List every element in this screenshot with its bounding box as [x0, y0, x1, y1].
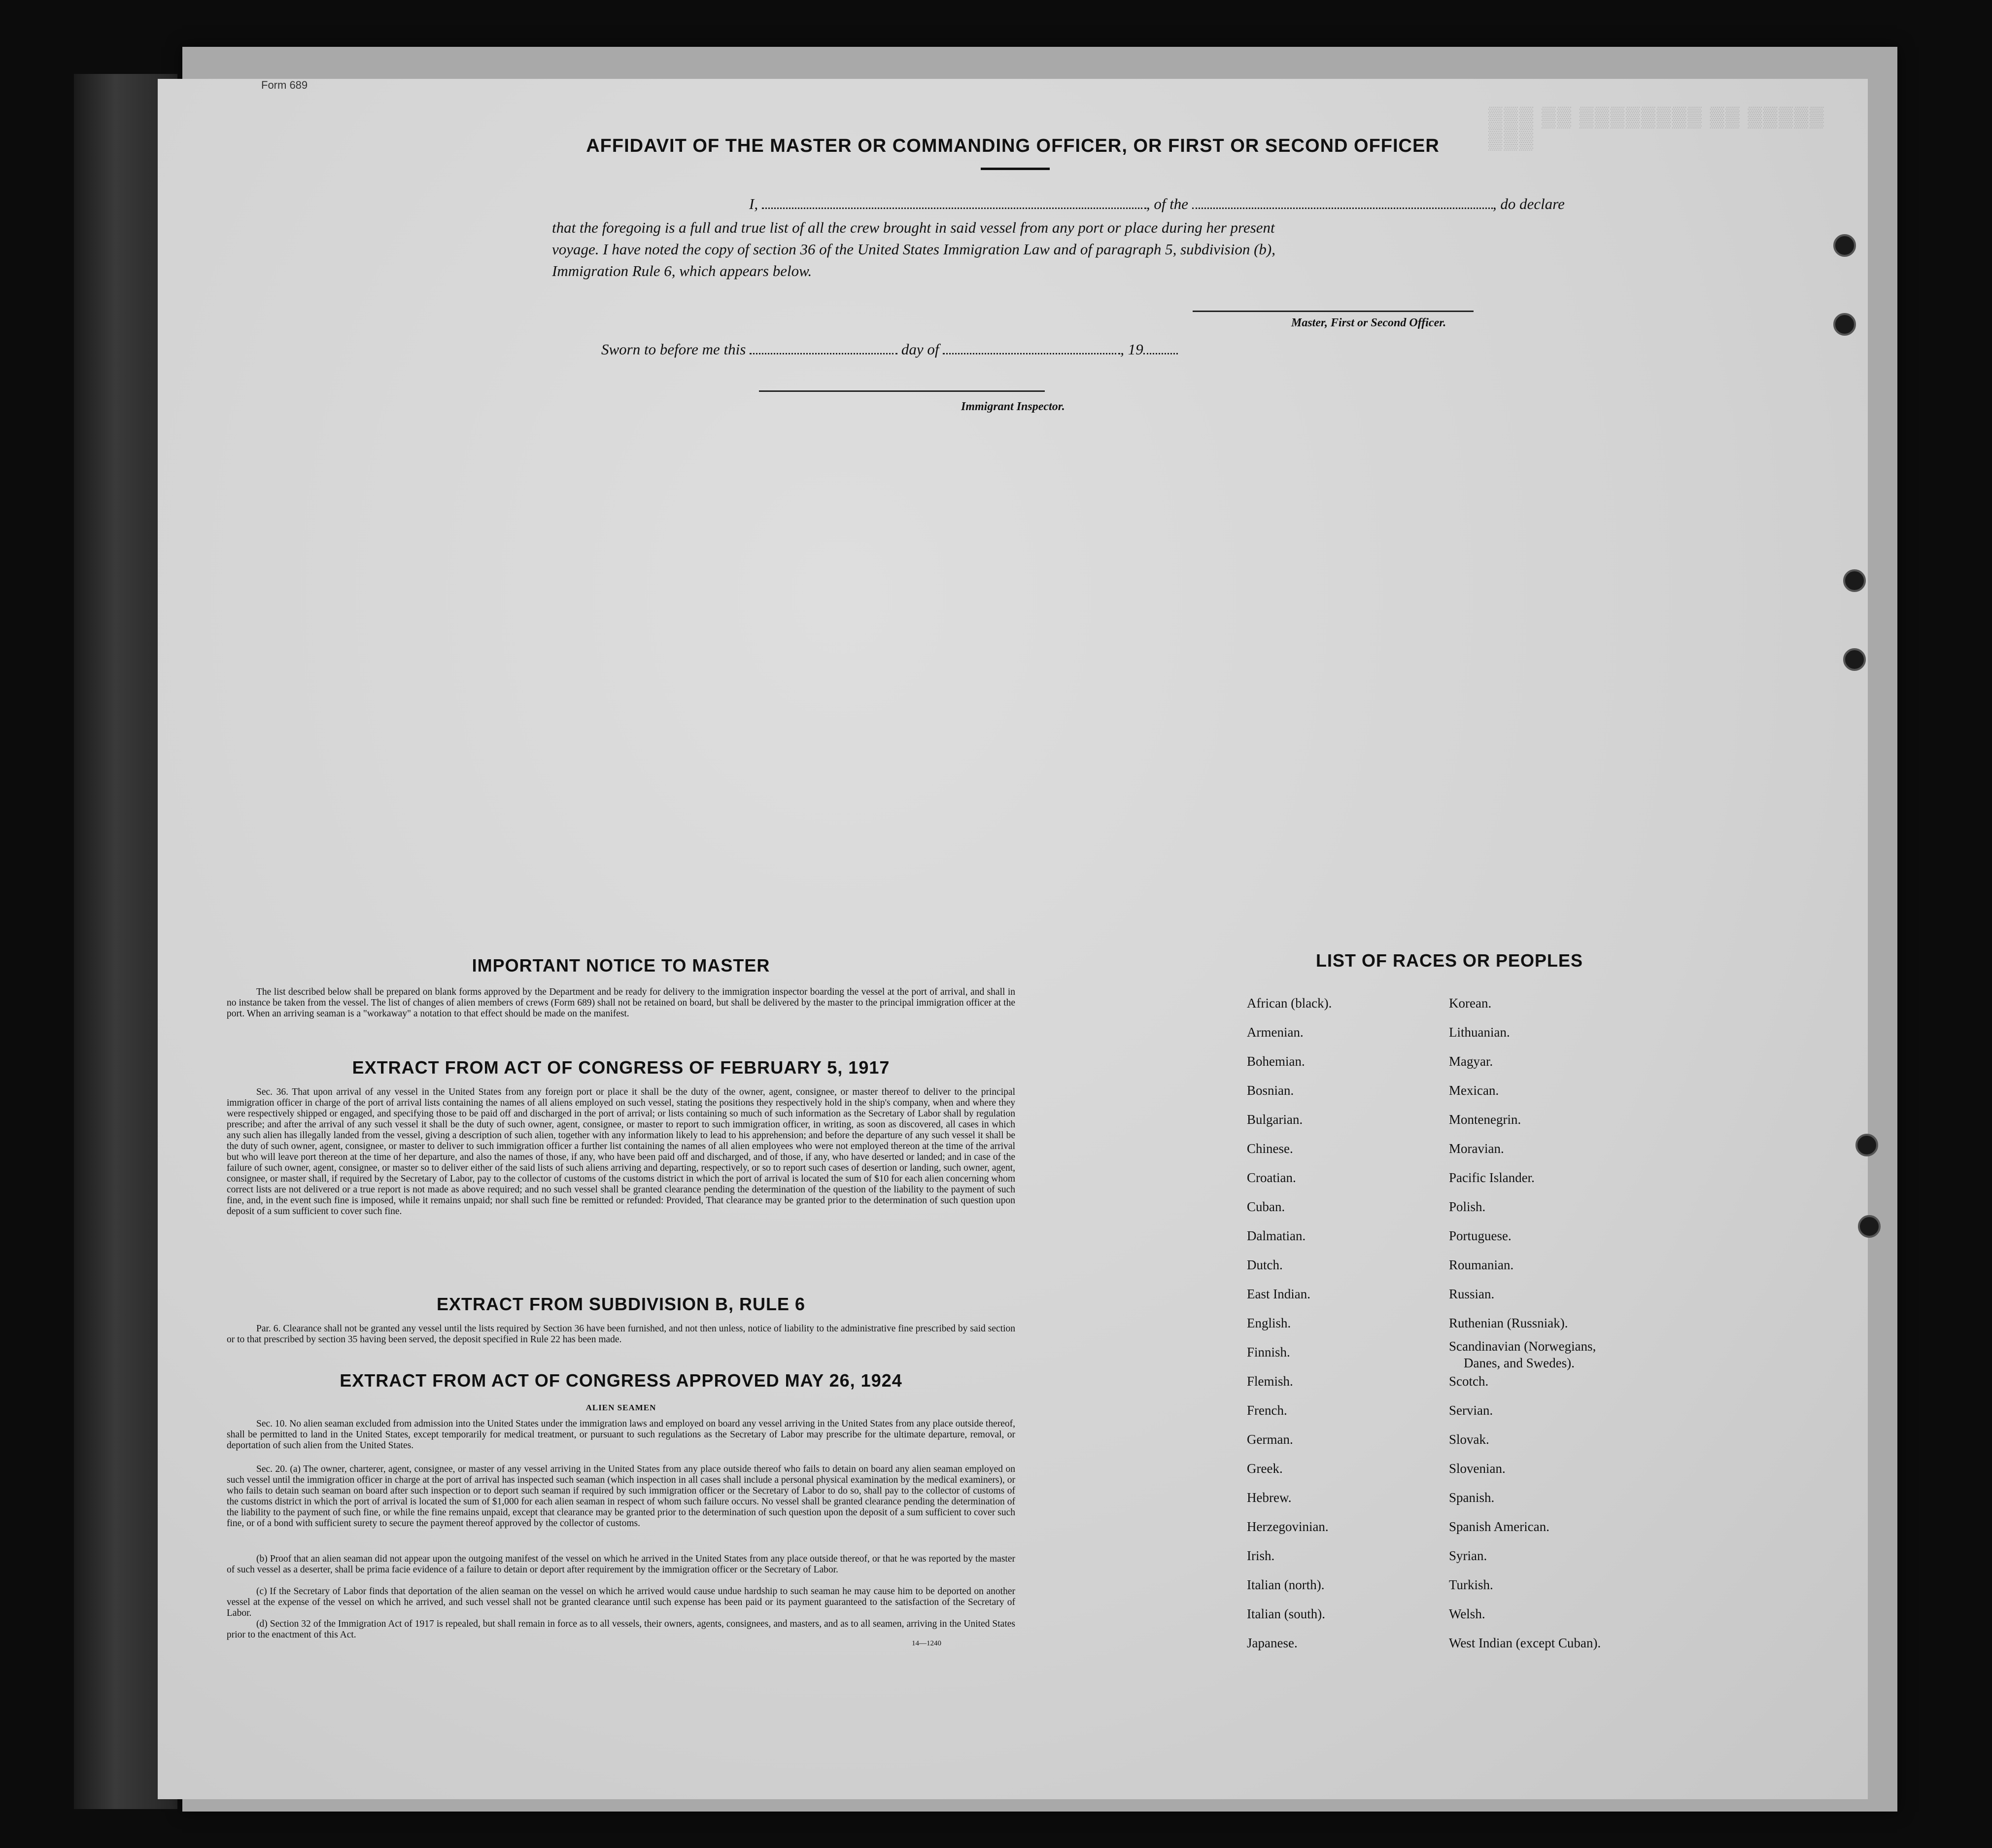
race-left: Flemish.	[1247, 1374, 1293, 1389]
sworn-day-field[interactable]	[750, 338, 897, 354]
extract-1924-sec20b: (b) Proof that an alien seaman did not appear upon the outgoing manifest of the vessel on which he arrived in the United States from any place outside thereof, or that he was reported by the master of such vessel as a deserter, shall be prima facie evidence of a failure to detain or deport after requirement by the immigration officer or the Secretary of Labor.	[227, 1554, 1015, 1575]
race-right: Welsh.	[1449, 1606, 1485, 1621]
extract-1917-title: EXTRACT FROM ACT OF CONGRESS OF FEBRUARY 5, 1917	[352, 1057, 890, 1078]
race-left: East Indian.	[1247, 1287, 1310, 1301]
race-left: Bohemian.	[1247, 1054, 1305, 1069]
race-right: Spanish.	[1449, 1490, 1495, 1505]
sworn-year-field[interactable]	[1143, 338, 1178, 354]
race-right: Lithuanian.	[1449, 1025, 1510, 1040]
race-left: African (black).	[1247, 996, 1332, 1011]
race-left: Dutch.	[1247, 1257, 1283, 1272]
race-right: Russian.	[1449, 1287, 1495, 1301]
affidavit-line-3: voyage. I have noted the copy of section 36 of the United States Immigration Law and of paragraph 5, subdivision (b),	[552, 241, 1275, 258]
race-left: Greek.	[1247, 1461, 1283, 1476]
race-right: Roumanian.	[1449, 1257, 1514, 1272]
notice-text: The list described below shall be prepared on blank forms approved by the Department and be ready for delivery to the immigration inspector boarding the vessel at the port of arrival, and shall in no instance be taken from the vessel. The list of changes of alien members of crews (Form 689) shall not be retained on board, but shall be delivered by the master to the principal immigration officer at the port. When an arriving seaman is a "workaway" a notation to that effect should be made on the manifest.	[227, 987, 1015, 1019]
print-code: 14—1240	[912, 1639, 941, 1647]
bleed-through-text: ▒▒▒ ▒▒ ▒▒▒▒▒▒▒▒ ▒▒ ▒▒▒▒▒ ▒▒▒	[1488, 106, 1825, 150]
races-title: LIST OF RACES OR PEOPLES	[1316, 950, 1583, 971]
title-rule	[981, 168, 1050, 170]
race-right: Spanish American.	[1449, 1519, 1549, 1534]
master-signature-line[interactable]	[1193, 311, 1474, 312]
declarant-name-field[interactable]	[762, 192, 1146, 209]
race-left: Italian (north).	[1247, 1577, 1325, 1592]
punch-hole	[1843, 648, 1866, 671]
punch-hole	[1833, 313, 1856, 336]
sworn-day-of: day of	[901, 341, 939, 358]
race-left: Chinese.	[1247, 1141, 1293, 1156]
punch-hole	[1858, 1215, 1881, 1238]
race-left: English.	[1247, 1316, 1291, 1330]
race-right: Syrian.	[1449, 1548, 1487, 1563]
race-left: German.	[1247, 1432, 1293, 1447]
race-left: French.	[1247, 1403, 1287, 1418]
race-right: Slovak.	[1449, 1432, 1489, 1447]
punch-hole	[1855, 1134, 1878, 1156]
punch-hole	[1833, 234, 1856, 257]
extract-1924-sec20a: Sec. 20. (a) The owner, charterer, agent, consignee, or master of any vessel arriving in the United States from any place outside thereof who fails to detain on board any alien seaman employed on such vessel until the immigration officer in charge at the port of arrival has inspected such seaman (which inspection in all cases shall include a personal physical examination by the medical examiners), or who fails to detain such seaman on board after such inspection or to deport such seaman if required by such immigration officer or the Secretary of Labor to do so, shall pay to the collector of customs of the customs district in which the port of arrival is located the sum of $1,000 for each alien seaman in respect of whom such failure occurs. No vessel shall be granted clearance pending the determination of the liability to the payment of such fine, or while the fine remains unpaid, except that clearance may be granted prior to the determination of such question upon the deposit of a sum sufficient to cover such fine, or of a bond with sufficient surety to secure the payment thereof approved by the collector of customs.	[227, 1464, 1015, 1529]
sworn-month-field[interactable]	[943, 338, 1120, 354]
vessel-name-field[interactable]	[1192, 192, 1493, 209]
race-right: Ruthenian (Russniak).	[1449, 1316, 1568, 1330]
affidavit-line-1	[749, 192, 1685, 216]
punch-hole	[1843, 569, 1866, 592]
extract-rule6-text: Par. 6. Clearance shall not be granted any vessel until the lists required by Section 36 have been furnished, and not then unless, notice of liability to the administrative fine prescribed by said section or to that prescribed by section 35 having been served, the deposit specified in Rule 22 has been made.	[227, 1324, 1015, 1345]
sworn-line	[601, 338, 1439, 361]
affidavit-title: AFFIDAVIT OF THE MASTER OR COMMANDING OFFICER, OR FIRST OR SECOND OFFICER	[586, 136, 1440, 156]
master-signature-label: Master, First or Second Officer.	[1291, 316, 1446, 329]
form-number: Form 689	[261, 79, 308, 91]
extract-1924-sec20c: (c) If the Secretary of Labor finds that deportation of the alien seaman on the vessel on which he arrived would cause undue hardship to such seaman he may cause him to be deported on another vessel at the expense of the vessel on which he arrived, and such vessel shall not be granted clearance until such expense has been paid or its payment guaranteed to the satisfaction of the Secretary of Labor.	[227, 1586, 1015, 1618]
race-left: Bosnian.	[1247, 1083, 1294, 1098]
sworn-prefix: Sworn to before me this	[601, 341, 746, 358]
sworn-year-prefix: , 19	[1120, 341, 1143, 358]
race-right: Polish.	[1449, 1199, 1486, 1214]
race-left: Cuban.	[1247, 1199, 1285, 1214]
race-left: Irish.	[1247, 1548, 1275, 1563]
race-right: Mexican.	[1449, 1083, 1499, 1098]
race-right: Magyar.	[1449, 1054, 1493, 1069]
race-right: Slovenian.	[1449, 1461, 1506, 1476]
affidavit-line-2: that the foregoing is a full and true list of all the crew brought in said vessel from any port or place during her present	[552, 219, 1275, 236]
extract-1924-sec10: Sec. 10. No alien seaman excluded from admission into the United States under the immigration laws and employed on board any vessel arriving in the United States from any place outside thereof, shall be permitted to land in the United States, except temporarily for medical treatment, or pursuant to such regulations as the Secretary of Labor may prescribe for the ultimate departure, removal, or deportation of such alien from the United States.	[227, 1419, 1015, 1451]
race-right: Turkish.	[1449, 1577, 1493, 1592]
race-right: Moravian.	[1449, 1141, 1504, 1156]
race-left: Italian (south).	[1247, 1606, 1325, 1621]
alien-seamen-subtitle: ALIEN SEAMEN	[585, 1403, 656, 1412]
extract-1924-sec20d: (d) Section 32 of the Immigration Act of 1917 is repealed, but shall remain in force as to all vessels, their owners, agents, consignees, and masters, and as to all seamen, arriving in the United States prior to the enactment of this Act.	[227, 1619, 1015, 1640]
inspector-signature-line[interactable]	[759, 390, 1045, 392]
race-left: Bulgarian.	[1247, 1112, 1303, 1127]
affidavit-of-the: , of the	[1146, 195, 1189, 212]
race-left: Japanese.	[1247, 1636, 1298, 1650]
extract-rule6-title: EXTRACT FROM SUBDIVISION B, RULE 6	[436, 1294, 806, 1314]
race-right: Scandinavian (Norwegians,	[1449, 1339, 1596, 1354]
race-right: Scotch.	[1449, 1374, 1489, 1389]
race-right: Portuguese.	[1449, 1228, 1511, 1243]
race-left: Croatian.	[1247, 1170, 1296, 1185]
race-left: Hebrew.	[1247, 1490, 1292, 1505]
race-right: Montenegrin.	[1449, 1112, 1521, 1127]
extract-1924-title: EXTRACT FROM ACT OF CONGRESS APPROVED MAY 26, 1924	[340, 1370, 902, 1391]
affidavit-i: I,	[749, 195, 758, 212]
race-right: Pacific Islander.	[1449, 1170, 1535, 1185]
race-left: Armenian.	[1247, 1025, 1304, 1040]
race-left: Dalmatian.	[1247, 1228, 1306, 1243]
extract-1917-text: Sec. 36. That upon arrival of any vessel in the United States from any foreign port or place it shall be the duty of the owner, agent, consignee, or master thereof to deliver to the principal immigration officer in charge of the port of arrival lists containing the names of all aliens employed on such vessel, stating the positions they respectively hold in the ship's company, when and where they were respectively shipped or engaged, and specifying those to be paid off and discharged in the port of arrival; or lists containing so much of such information as the Secretary of Labor shall by regulation prescribe; and after the arrival of any such vessel it shall be the duty of such owner, agent, consignee, or master to report to such immigration officer, in writing, as soon as discovered, all cases in which any such alien has illegally landed from the vessel, giving a description of such alien, together with any information likely to lead to his apprehension; and before the departure of any such vessel it shall be the duty of such owner, agent, consignee, or master to deliver to such immigration officer a further list containing the names of all alien employees who were not employed thereon at the time of the arrival but who will leave port thereon at the time of her departure, and also the names of those, if any, who have been paid off and discharged, and of those, if any, who have deserted or landed; and in case of the failure of such owner, agent, consignee, or master so to deliver either of the said lists of such aliens arriving and departing, respectively, or so to report such cases of desertion or landing, such owner, agent, consignee, or master shall, if required by the Secretary of Labor, pay to the collector of customs of the customs district in which the port of arrival is located the sum of $10 for each alien concerning whom correct lists are not delivered or a true report is not made as above required; and no such vessel shall be granted clearance pending the determination of the question of the liability to the payment of such fine, and, in the event such fine is imposed, while it remains unpaid; nor shall such fine be remitted or refunded: Provided, That clearance may be granted prior to the determination of such question upon deposit of a sum sufficient to cover such fine.	[227, 1087, 1015, 1217]
race-right: Danes, and Swedes).	[1464, 1356, 1575, 1370]
race-right: Servian.	[1449, 1403, 1493, 1418]
race-right: West Indian (except Cuban).	[1449, 1636, 1601, 1650]
affidavit-line-4: Immigration Rule 6, which appears below.	[552, 262, 812, 279]
race-right: Korean.	[1449, 996, 1492, 1011]
inspector-signature-label: Immigrant Inspector.	[961, 400, 1065, 413]
form-page	[158, 79, 1868, 1799]
affidavit-declare: , do declare	[1492, 195, 1565, 212]
notice-title: IMPORTANT NOTICE TO MASTER	[472, 955, 770, 976]
race-left: Finnish.	[1247, 1345, 1290, 1360]
race-left: Herzegovinian.	[1247, 1519, 1329, 1534]
